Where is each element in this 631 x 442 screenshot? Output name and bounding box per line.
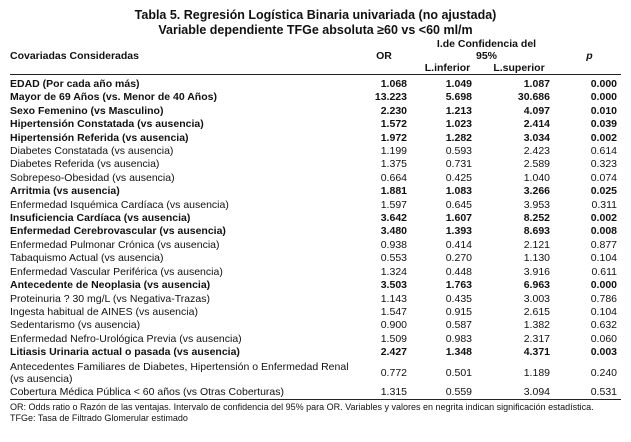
p-value: 0.531 [558, 386, 621, 400]
table-row [10, 306, 621, 319]
p-value: 0.002 [590, 212, 617, 225]
ci-lower-value: 0.983 [445, 332, 472, 345]
ci-lower-value: 0.731 [445, 158, 472, 171]
table-row [10, 172, 621, 185]
ci-upper-value: 3.266 [523, 185, 550, 198]
p-value: 0.786 [590, 292, 617, 305]
or-value: 3.642 [380, 212, 407, 225]
covariate-name: Insuficiencia Cardíaca (vs ausencia) [10, 212, 191, 225]
ci-upper-value: 2.615 [523, 305, 550, 318]
or-header: OR [376, 50, 392, 62]
or-value: 3.503 [380, 279, 407, 292]
ci-lower-value: 1.282 [445, 131, 472, 144]
table-row [10, 266, 621, 279]
covariate-name: Sedentarismo (vs ausencia) [10, 319, 141, 332]
covariate-name: Diabetes Referida (vs ausencia) [10, 158, 160, 171]
covariate-name: Ingesta habitual de AINES (vs ausencia) [10, 305, 198, 318]
ci-header-line2: 95% [475, 50, 497, 62]
covariate-name: Mayor de 69 Años (vs. Menor de 40 Años) [10, 91, 217, 104]
ci-upper-value: 4.371 [523, 346, 550, 359]
footnote: OR: Odds ratio o Razón de las ventajas. Intervalo de confidencia del 95% para OR. Variables y valores en negrita indican significación estadística. TFGe: Tasa de Filtrado Glomerular estimado [10, 401, 594, 423]
p-value: 0.240 [590, 366, 617, 379]
ci-upper-value: 2.423 [523, 145, 550, 158]
or-value: 1.547 [380, 305, 407, 318]
or-value: 2.427 [380, 346, 407, 359]
covariate-name: Cobertura Médica Pública < 60 años (vs Otras Coberturas) [10, 386, 353, 400]
ci-upper-value: 1.189 [523, 366, 550, 379]
table-title: Tabla 5. Regresión Logística Binaria univariada (no ajustada) [134, 8, 497, 22]
or-value: 1.375 [380, 158, 407, 171]
table-row [10, 225, 621, 238]
ci-upper-value: 2.589 [523, 158, 550, 171]
table-row [10, 386, 621, 400]
ci-lower-value: 0.559 [415, 386, 480, 400]
covariate-name: Antecedente de Neoplasia (vs ausencia) [10, 279, 211, 292]
p-value: 0.311 [591, 198, 617, 211]
table-row [10, 132, 621, 145]
ci-upper-value: 4.097 [523, 104, 550, 117]
ci-lower-value: 0.425 [445, 171, 472, 184]
ci-lower-value: 0.414 [445, 238, 472, 251]
ci-upper-value: 1.130 [523, 252, 550, 265]
ci-upper-value: 2.317 [523, 332, 550, 345]
ci-upper-value: 8.252 [523, 212, 550, 225]
ci-lower-value: 0.435 [445, 292, 472, 305]
or-value: 0.938 [380, 238, 407, 251]
or-value: 1.315 [353, 386, 415, 400]
ci-upper-value: 1.382 [523, 319, 550, 332]
ci-lower-value: 5.698 [445, 91, 472, 104]
ci-upper-value: 2.121 [523, 238, 550, 251]
or-value: 1.324 [380, 265, 407, 278]
ci-upper-value: 1.040 [523, 171, 550, 184]
p-value: 0.074 [590, 171, 617, 184]
ci-upper-value: 30.686 [517, 91, 550, 104]
ci-lower-value: 0.593 [445, 145, 472, 158]
ci-upper-value: 3.094 [480, 386, 558, 400]
or-value: 1.572 [380, 118, 407, 131]
ci-lower-value: 0.501 [445, 366, 472, 379]
table-row [10, 185, 621, 198]
ci-lower-value: 0.915 [445, 305, 472, 318]
ci-upper-value: 3.034 [523, 131, 550, 144]
or-value: 1.199 [380, 145, 407, 158]
covariate-name: Hipertensión Constatada (vs ausencia) [10, 118, 204, 131]
ci-lower-value: 1.083 [445, 185, 472, 198]
ci-upper-value: 8.693 [523, 225, 550, 238]
covariate-name: Antecedentes Familiares de Diabetes, Hipertensión o Enfermedad Renal (vs ausencia) [10, 360, 349, 385]
ci-lower-value: 1.213 [445, 104, 472, 117]
table-body [10, 75, 621, 400]
ci-lower-value: 1.607 [445, 212, 472, 225]
ci-upper-value: 2.414 [523, 118, 550, 131]
ci-lower-value: 1.049 [445, 78, 472, 90]
table-row [10, 212, 621, 225]
or-value: 3.480 [380, 225, 407, 238]
or-value: 1.068 [380, 78, 407, 90]
table-row [10, 319, 621, 332]
p-header: p [586, 50, 593, 62]
covariate-name: Enfermedad Isquémica Cardíaca (vs ausencia) [10, 198, 229, 211]
table-row [10, 199, 621, 212]
p-value: 0.008 [590, 225, 617, 238]
or-value: 13.223 [374, 91, 407, 104]
or-value: 2.230 [380, 104, 407, 117]
or-value: 1.143 [380, 292, 407, 305]
table-row [10, 279, 621, 292]
covariate-name: Enfermedad Pulmonar Crónica (vs ausencia) [10, 238, 220, 251]
covariate-name: Litiasis Urinaria actual o pasada (vs ausencia) [10, 346, 240, 359]
table-row [10, 293, 621, 306]
covariate-name: Sexo Femenino (vs Masculino) [10, 104, 164, 117]
upper-header: L.superior [480, 62, 558, 75]
or-value: 1.881 [380, 185, 407, 198]
ci-lower-value: 0.270 [445, 252, 472, 265]
ci-header-line1: I.de Confidencia del [436, 38, 537, 50]
ci-lower-value: 1.763 [445, 279, 472, 292]
covariate-name: Enfermedad Nefro-Urológica Previa (vs ausencia) [10, 332, 242, 345]
ci-lower-value: 1.348 [445, 346, 472, 359]
p-value: 0.611 [591, 265, 617, 278]
table-row [10, 145, 621, 158]
ci-lower-value: 0.645 [445, 198, 472, 211]
p-value: 0.614 [590, 145, 617, 158]
or-value: 0.900 [380, 319, 407, 332]
p-value: 0.877 [590, 238, 617, 251]
table-row [10, 360, 621, 386]
regression-table [10, 38, 621, 400]
p-value: 0.104 [590, 305, 617, 318]
p-value: 0.039 [590, 118, 617, 131]
covariate-name: EDAD (Por cada año más) [10, 78, 140, 90]
covariate-name: Proteinuria ? 30 mg/L (vs Negativa-Trazas) [10, 292, 210, 305]
table-row [10, 118, 621, 131]
covariate-name: Enfermedad Cerebrovascular (vs ausencia) [10, 225, 226, 238]
ci-upper-value: 6.963 [523, 279, 550, 292]
table-row [10, 239, 621, 252]
covariate-name: Diabetes Constatada (vs ausencia) [10, 145, 174, 158]
table-row [10, 158, 621, 171]
p-value: 0.002 [590, 131, 617, 144]
ci-upper-value: 3.953 [523, 198, 550, 211]
table-subtitle: Variable dependiente TFGe absoluta ≥60 vs <60 ml/m [158, 23, 473, 37]
ci-upper-value: 3.916 [523, 265, 550, 278]
p-value: 0.000 [590, 91, 617, 104]
covariate-name: Enfermedad Vascular Periférica (vs ausencia) [10, 265, 223, 278]
p-value: 0.000 [590, 78, 617, 90]
ci-lower-value: 1.393 [445, 225, 472, 238]
covariate-name: Arritmia (vs ausencia) [10, 185, 120, 198]
covariate-name: Hipertensión Referida (vs ausencia) [10, 131, 189, 144]
ci-lower-value: 1.023 [445, 118, 472, 131]
table-row [10, 91, 621, 104]
p-value: 0.060 [590, 332, 617, 345]
covariate-name: Sobrepeso-Obesidad (vs ausencia) [10, 171, 175, 184]
p-value: 0.000 [590, 279, 617, 292]
covariate-name: Tabaquismo Actual (vs ausencia) [10, 252, 164, 265]
p-value: 0.632 [590, 319, 617, 332]
ci-lower-value: 0.587 [445, 319, 472, 332]
p-value: 0.010 [590, 104, 617, 117]
or-value: 0.772 [380, 366, 407, 379]
or-value: 0.553 [380, 252, 407, 265]
p-value: 0.003 [590, 346, 617, 359]
covariates-header: Covariadas Consideradas [10, 50, 139, 62]
ci-upper-value: 3.003 [523, 292, 550, 305]
or-value: 1.597 [380, 198, 407, 211]
table-row [10, 75, 621, 92]
p-value: 0.025 [590, 185, 617, 198]
p-value: 0.104 [590, 252, 617, 265]
table-row [10, 105, 621, 118]
lower-header: L.inferior [415, 62, 480, 75]
table-row [10, 346, 621, 359]
ci-upper-value: 1.087 [523, 78, 550, 90]
or-value: 0.664 [380, 171, 407, 184]
p-value: 0.323 [590, 158, 617, 171]
ci-lower-value: 0.448 [445, 265, 472, 278]
table-row [10, 333, 621, 346]
or-value: 1.972 [380, 131, 407, 144]
table-row [10, 252, 621, 265]
or-value: 1.509 [380, 332, 407, 345]
